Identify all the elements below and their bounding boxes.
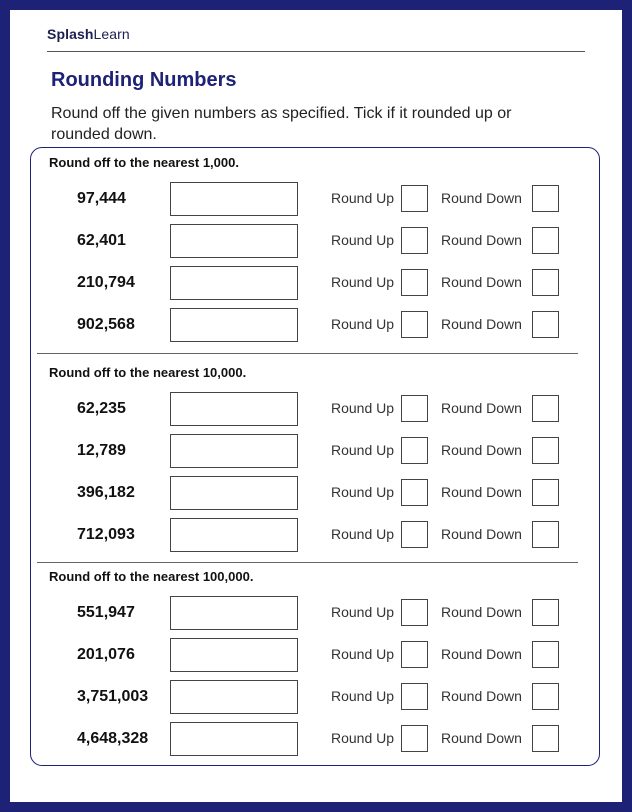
round-up-checkbox[interactable] [401,311,428,338]
problem-row [31,518,599,552]
round-down-checkbox[interactable] [532,479,559,506]
problem-number: 712,093 [77,526,135,543]
answer-box[interactable] [170,680,298,714]
section-nearest-10000 [31,358,599,558]
answer-box[interactable] [170,596,298,630]
problem-number: 97,444 [77,190,126,207]
brand-logo [47,26,130,42]
header-divider [47,51,585,52]
answer-box[interactable] [170,518,298,552]
round-up-label: Round Up [331,688,395,704]
round-up-checkbox[interactable] [401,437,428,464]
worksheet-page [10,10,622,802]
problem-row [31,434,599,468]
answer-box[interactable] [170,392,298,426]
round-up-checkbox[interactable] [401,269,428,296]
problem-row [31,266,599,300]
problem-number: 4,648,328 [77,730,149,747]
round-up-label: Round Up [331,274,395,290]
round-down-label: Round Down [441,484,522,500]
problem-number: 62,401 [77,232,126,249]
round-down-checkbox[interactable] [532,599,559,626]
round-up-label: Round Up [331,526,395,542]
problem-row [31,680,599,714]
exercise-panel [30,147,600,766]
round-up-checkbox[interactable] [401,227,428,254]
answer-box[interactable] [170,182,298,216]
problem-row [31,392,599,426]
round-down-label: Round Down [441,526,522,542]
problem-row [31,638,599,672]
section-heading: Round off to the nearest 100,000. [49,569,254,584]
round-up-checkbox[interactable] [401,599,428,626]
worksheet-title: Rounding Numbers [51,69,237,91]
round-up-label: Round Up [331,646,395,662]
round-down-checkbox[interactable] [532,683,559,710]
answer-box[interactable] [170,434,298,468]
brand-logo-light: Learn [93,26,130,42]
round-up-checkbox[interactable] [401,185,428,212]
round-up-label: Round Up [331,400,395,416]
round-up-label: Round Up [331,442,395,458]
round-up-checkbox[interactable] [401,479,428,506]
section-divider [37,353,578,354]
round-down-checkbox[interactable] [532,725,559,752]
problem-row [31,722,599,756]
round-up-label: Round Up [331,604,395,620]
problem-number: 210,794 [77,274,135,291]
problem-number: 3,751,003 [77,688,149,705]
round-down-label: Round Down [441,232,522,248]
round-down-checkbox[interactable] [532,437,559,464]
round-down-label: Round Down [441,688,522,704]
instructions: Round off the given numbers as specified. Tick if it rounded up or rounded down. [51,105,512,143]
round-up-label: Round Up [331,730,395,746]
brand-logo-bold: Splash [47,26,94,42]
problem-number: 201,076 [77,646,135,663]
round-up-label: Round Up [331,484,395,500]
round-down-label: Round Down [441,316,522,332]
round-down-checkbox[interactable] [532,641,559,668]
section-nearest-100000 [31,562,599,762]
answer-box[interactable] [170,266,298,300]
section-heading: Round off to the nearest 1,000. [49,155,239,170]
problem-row [31,182,599,216]
round-up-checkbox[interactable] [401,725,428,752]
round-down-checkbox[interactable] [532,521,559,548]
round-up-checkbox[interactable] [401,521,428,548]
answer-box[interactable] [170,224,298,258]
round-up-label: Round Up [331,232,395,248]
round-down-checkbox[interactable] [532,311,559,338]
answer-box[interactable] [170,722,298,756]
round-down-checkbox[interactable] [532,227,559,254]
problem-row [31,476,599,510]
round-down-label: Round Down [441,442,522,458]
problem-row [31,596,599,630]
round-down-label: Round Down [441,400,522,416]
problem-row [31,224,599,258]
round-up-checkbox[interactable] [401,683,428,710]
round-down-checkbox[interactable] [532,269,559,296]
section-nearest-1000 [31,148,599,348]
answer-box[interactable] [170,638,298,672]
round-down-checkbox[interactable] [532,185,559,212]
round-down-checkbox[interactable] [532,395,559,422]
round-down-label: Round Down [441,190,522,206]
round-up-checkbox[interactable] [401,641,428,668]
answer-box[interactable] [170,308,298,342]
round-up-label: Round Up [331,190,395,206]
round-down-label: Round Down [441,274,522,290]
problem-number: 396,182 [77,484,135,501]
problem-number: 12,789 [77,442,126,459]
problem-number: 62,235 [77,400,126,417]
round-down-label: Round Down [441,646,522,662]
round-up-checkbox[interactable] [401,395,428,422]
round-down-label: Round Down [441,604,522,620]
round-down-label: Round Down [441,730,522,746]
round-up-label: Round Up [331,316,395,332]
problem-row [31,308,599,342]
problem-number: 551,947 [77,604,135,621]
section-heading: Round off to the nearest 10,000. [49,365,247,380]
problem-number: 902,568 [77,316,135,333]
answer-box[interactable] [170,476,298,510]
